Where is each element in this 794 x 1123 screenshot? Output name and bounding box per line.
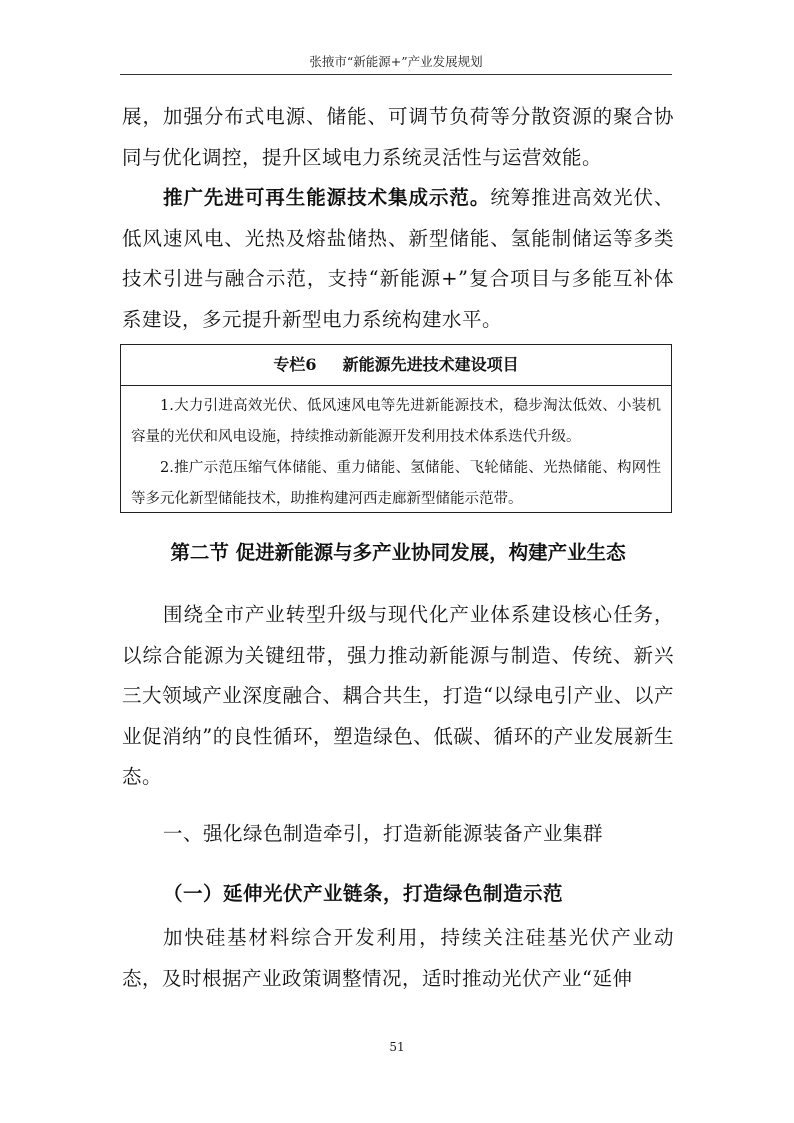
running-header: 张掖市“新能源+”产业发展规划	[309, 54, 483, 69]
box-number: 专栏6	[273, 355, 317, 374]
sidebar-box	[120, 344, 672, 513]
box-title	[121, 345, 671, 386]
subheading-level2: （一）延伸光伏产业链条，打造绿色制造示范	[163, 882, 564, 905]
paragraph-tech-demo	[122, 178, 674, 340]
box-title-text: 新能源先进技术建设项目	[342, 355, 519, 374]
box-item: 2.推广示范压缩气体储能、重力储能、氢储能、飞轮储能、光热储能、构网性等多元化新型储能技术，助推构建河西走廊新型储能示范带。	[131, 460, 661, 507]
paragraph-silicon: 加快硅基材料综合开发利用，持续关注硅基光伏产业动态，及时根据产业政策调整情况，适时推动光伏产业“延伸	[122, 926, 674, 990]
paragraph-body: 统筹推进高效光伏、低风速风电、光热及熔盐储热、新型储能、氢能制储运等多类技术引进与融合示范，支持“新能源+”复合项目与多能互补体系建设，多元提升新型电力系统构建水平。	[122, 186, 674, 331]
paragraph-industry: 围绕全市产业转型升级与现代化产业体系建设核心任务，以综合能源为关键纽带，强力推动新能源与制造、传统、新兴三大领域产业深度融合、耦合共生，打造“以绿电引产业、以产业促消纳”的良性循环，塑造绿色、低碳、循环的产业发展新生态。	[122, 603, 674, 788]
subheading-level1: 一、强化绿色制造牵引，打造新能源装备产业集群	[163, 822, 604, 845]
section-heading: 第二节 促进新能源与多产业协同发展，构建产业生态	[170, 541, 626, 564]
paragraph-lead: 推广先进可再生能源技术集成示范。	[163, 186, 491, 209]
header-divider	[120, 74, 672, 75]
box-item: 1.大力引进高效光伏、低风速风电等先进新能源技术，稳步淘汰低效、小装机容量的光伏和风电设施，持续推动新能源开发利用技术体系迭代升级。	[131, 398, 661, 445]
page-number: 51	[389, 1040, 405, 1054]
paragraph-continuation: 展，加强分布式电源、储能、可调节负荷等分散资源的聚合协同与优化调控，提升区域电力系统灵活性与运营效能。	[122, 105, 674, 169]
box-body	[121, 386, 671, 515]
